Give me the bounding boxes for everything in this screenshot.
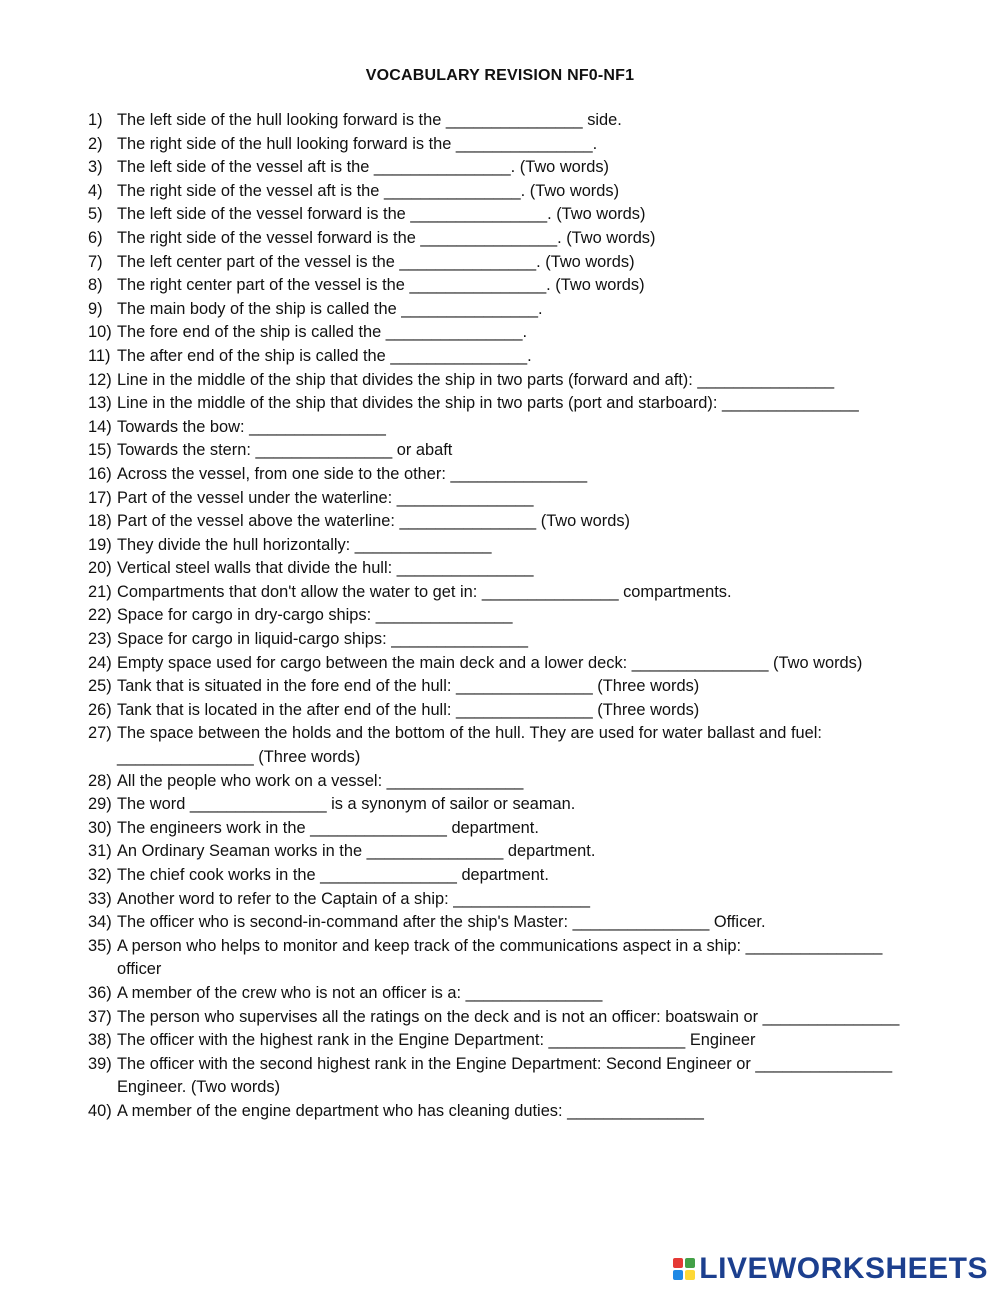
question-number: 18) [88,512,112,531]
question-text: The right side of the vessel aft is the _______________. (Two words) [117,181,620,200]
question-item [88,581,918,605]
question-number: 25) [88,677,112,696]
question-number: 7) [88,252,103,271]
question-text: The after end of the ship is called the _______________. [117,346,532,365]
question-number: 6) [88,228,103,247]
question-text: The chief cook works in the _______________ department. [117,866,549,884]
question-number: 35) [88,936,112,955]
question-text: The right center part of the vessel is the _______________. (Two words) [117,276,645,295]
question-number: 15) [88,441,112,460]
page-title: VOCABULARY REVISION NF0-NF1 [365,67,635,84]
question-item [88,557,918,581]
question-text: Empty space used for cargo between the main deck and a lower deck: _______________ (Two words) [117,653,863,672]
question-item [88,227,918,251]
question-number: 32) [88,866,112,884]
question-number: 24) [88,653,112,672]
question-text: The officer who is second-in-command after the ship's Master: _______________ Officer. [117,913,766,932]
question-number: 30) [88,818,112,837]
question-text: Line in the middle of the ship that divides the ship in two parts (port and starboard): _______________ [117,394,859,413]
question-number: 2) [88,134,103,153]
question-number: 27) [88,724,112,743]
question-number: 13) [88,394,112,413]
question-list [88,109,918,1124]
question-item [88,321,918,345]
question-number: 39) [88,1054,112,1073]
question-number: 36) [88,983,112,1002]
question-text: Tank that is located in the after end of the hull: _______________ (Three words) [117,700,700,719]
question-item [88,840,918,864]
question-item [88,534,918,558]
question-number: 10) [88,323,112,342]
question-number: 31) [88,842,112,861]
question-number: 28) [88,771,112,790]
question-item [88,1100,918,1124]
question-text: Part of the vessel above the waterline: _______________ (Two words) [117,512,630,531]
question-text: The left center part of the vessel is the _______________. (Two words) [117,252,635,271]
question-item [88,1053,918,1100]
question-item [88,699,918,723]
question-item [88,1006,918,1030]
question-number: 8) [88,276,103,295]
question-item [88,345,918,369]
question-item [88,416,918,440]
question-item [88,298,918,322]
question-item [88,1029,918,1053]
question-text: Towards the stern: _______________ or abaft [117,441,453,460]
question-item [88,604,918,628]
question-item [88,652,918,676]
question-item [88,180,918,204]
question-number: 26) [88,700,112,719]
question-number: 29) [88,795,112,814]
question-text: Another word to refer to the Captain of a ship: _______________ [117,889,590,908]
question-item [88,675,918,699]
question-text: Tank that is situated in the fore end of the hull: _______________ (Three words) [117,677,700,696]
question-text: Vertical steel walls that divide the hull: _______________ [117,559,534,578]
question-text: Space for cargo in liquid-cargo ships: _______________ [117,630,528,649]
question-number: 14) [88,417,112,436]
question-item [88,463,918,487]
question-number: 16) [88,464,112,483]
question-number: 4) [88,181,103,200]
question-item [88,203,918,227]
question-number: 22) [88,606,112,625]
question-number: 5) [88,205,103,224]
brand-name: LIVEWORKSHEETS [699,1252,988,1285]
question-text: Towards the bow: _______________ [117,417,386,436]
question-item [88,722,918,769]
question-number: 37) [88,1007,112,1026]
question-number: 23) [88,630,112,649]
question-item [88,888,918,912]
question-text: Compartments that don't allow the water to get in: _______________ compartments. [117,582,732,601]
question-item [88,251,918,275]
question-item [88,770,918,794]
question-number: 19) [88,535,112,554]
question-number: 33) [88,889,112,908]
liveworksheets-logo [673,1252,988,1286]
question-number: 21) [88,582,112,601]
question-item [88,864,918,888]
question-item [88,628,918,652]
question-text: The fore end of the ship is called the _______________. [117,323,528,342]
question-item [88,487,918,511]
question-item [88,156,918,180]
question-text: An Ordinary Seaman works in the _______________ department. [117,842,596,861]
question-text: A member of the engine department who has cleaning duties: _______________ [117,1101,704,1120]
question-text: The left side of the vessel aft is the _______________. (Two words) [117,158,610,177]
question-number: 9) [88,299,103,318]
question-item [88,982,918,1006]
question-number: 38) [88,1031,112,1050]
question-item [88,109,918,133]
question-item [88,935,918,982]
question-text: All the people who work on a vessel: _______________ [117,771,524,790]
question-item [88,439,918,463]
logo-icon [673,1258,695,1280]
question-number: 3) [88,158,103,177]
question-text: The right side of the vessel forward is the _______________. (Two words) [117,228,656,247]
question-item [88,133,918,157]
question-text: The person who supervises all the ratings on the deck and is not an officer: boatswain or _______________ [117,1007,900,1026]
question-item [88,510,918,534]
question-number: 1) [88,111,103,129]
question-text: A member of the crew who is not an officer is a: _______________ [117,983,603,1002]
question-number: 20) [88,559,112,578]
question-text: The right side of the hull looking forward is the _______________. [117,134,598,153]
question-item [88,911,918,935]
question-item [88,274,918,298]
question-text: The main body of the ship is called the _______________. [117,299,543,318]
question-text: The officer with the second highest rank in the Engine Department: Second Engineer or _______________ Engineer. (Two words) [117,1054,893,1097]
question-text: Part of the vessel under the waterline: _______________ [117,488,534,507]
question-item [88,392,918,416]
question-number: 34) [88,913,112,932]
question-text: The officer with the highest rank in the Engine Department: _______________ Engineer [117,1031,756,1050]
question-text: They divide the hull horizontally: _______________ [117,535,492,554]
question-text: The space between the holds and the bottom of the hull. They are used for water ballast and fuel: _______________ (Three words) [117,724,822,767]
question-item [88,817,918,841]
question-text: The engineers work in the _______________ department. [117,818,539,837]
question-item [88,369,918,393]
question-number: 12) [88,370,112,389]
question-text: The word _______________ is a synonym of sailor or seaman. [117,795,576,814]
question-text: Line in the middle of the ship that divides the ship in two parts (forward and aft): _______________ [117,370,835,389]
question-text: Space for cargo in dry-cargo ships: _______________ [117,606,513,625]
question-text: The left side of the vessel forward is the _______________. (Two words) [117,205,646,224]
question-text: A person who helps to monitor and keep track of the communications aspect in a ship: _______________ officer [117,936,883,979]
question-number: 11) [88,346,111,365]
question-number: 40) [88,1101,112,1120]
question-number: 17) [88,488,112,507]
question-item [88,793,918,817]
question-text: The left side of the hull looking forward is the _______________ side. [117,111,622,129]
question-text: Across the vessel, from one side to the other: _______________ [117,464,588,483]
